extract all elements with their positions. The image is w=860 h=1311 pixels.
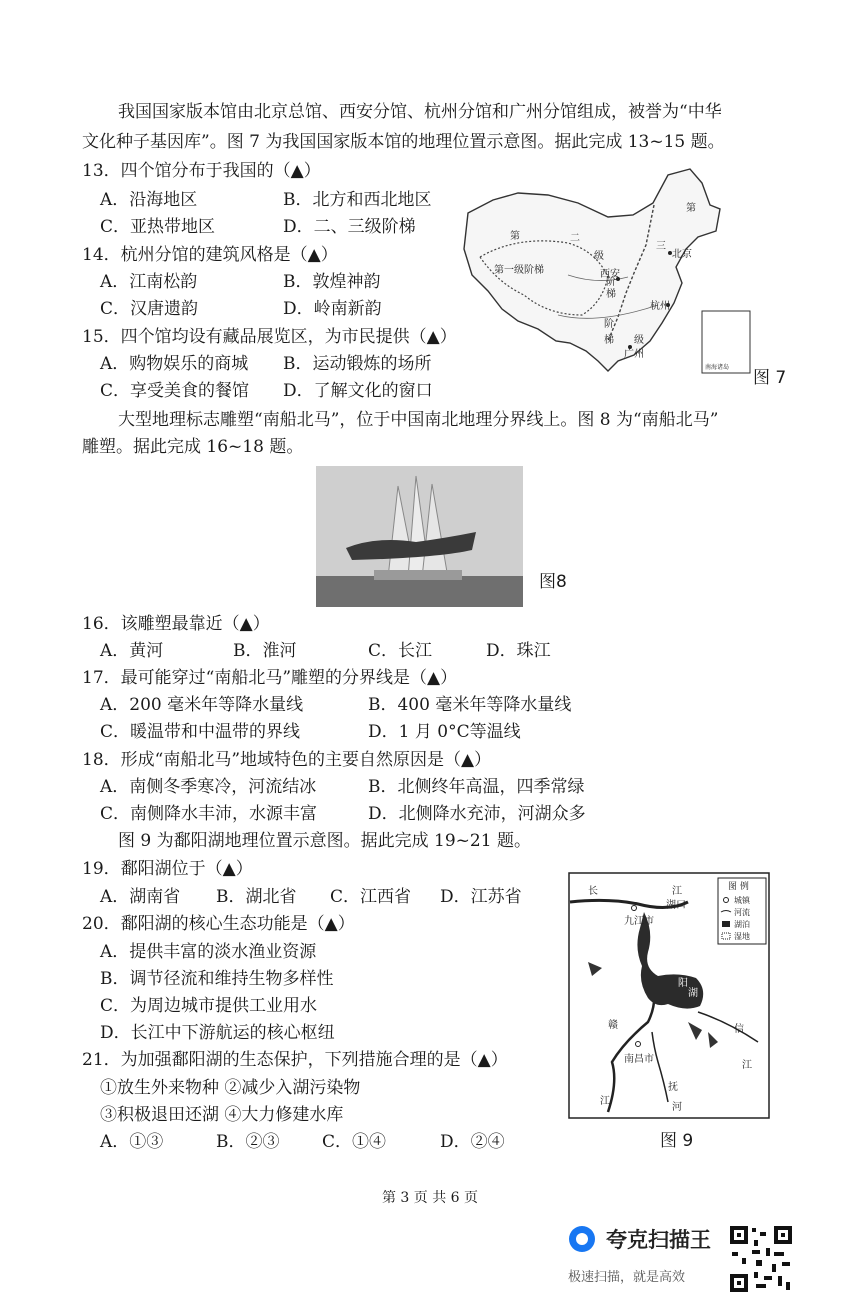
- question-18-option-c: C．南侧降水丰沛，水源丰富: [100, 804, 318, 824]
- question-20-option-a: A．提供丰富的淡水渔业资源: [100, 942, 317, 962]
- map-label-hukou: 湖口: [666, 900, 686, 911]
- legend-wetland-symbol: [722, 933, 730, 939]
- intro-paragraph-2-line-1: 大型地理标志雕塑“南船北马”，位于中国南北地理分界线上。图 8 为“南船北马”: [118, 410, 719, 430]
- question-18-option-b: B．北侧终年高温，四季常绿: [368, 777, 585, 797]
- question-15-option-d: D．了解文化的窗口: [283, 381, 433, 401]
- map-label-inset: 南海诸岛: [705, 364, 730, 371]
- map-label-san: 三: [656, 241, 666, 252]
- question-14-option-d: D．岭南新韵: [283, 299, 382, 319]
- map-label-ti: 梯: [606, 289, 616, 300]
- legend-title: 图 例: [728, 882, 749, 892]
- scanner-watermark: [566, 1222, 726, 1292]
- question-16-stem: 16．该雕塑最靠近（▲）: [82, 614, 270, 634]
- figure-7-caption: 图 7: [753, 368, 787, 388]
- question-17-option-a: A．200 毫米年等降水量线: [100, 695, 304, 715]
- question-15-option-a: A．购物娱乐的商城: [100, 354, 249, 374]
- question-13-option-b: B．北方和西北地区: [283, 190, 432, 210]
- question-21-option-d: D．②④: [440, 1132, 505, 1152]
- legend-lake: 湖泊: [734, 920, 750, 929]
- question-20-option-d: D．长江中下游航运的核心枢纽: [100, 1023, 335, 1043]
- map-label-jiang-left: 江: [600, 1096, 610, 1107]
- map-label-jiang-right: 江: [742, 1060, 752, 1071]
- figure-8-caption: 图8: [539, 572, 567, 592]
- map-label-jie2: 阶: [604, 319, 614, 330]
- question-21-option-b: B．②③: [216, 1132, 280, 1152]
- question-17-option-d: D．1 月 0°C等温线: [368, 722, 521, 742]
- question-16-option-a: A．黄河: [100, 641, 164, 661]
- question-18-stem: 18．形成“南船北马”地域特色的主要自然原因是（▲）: [82, 750, 492, 770]
- question-13-option-c: C．亚热带地区: [100, 217, 216, 237]
- question-20-stem: 20．鄱阳湖的核心生态功能是（▲）: [82, 914, 355, 934]
- question-13-option-a: A．沿海地区: [100, 190, 198, 210]
- map-label-gan: 赣: [608, 1020, 618, 1031]
- question-20-option-b: B．调节径流和维持生物多样性: [100, 969, 334, 989]
- scanner-slogan: 极速扫描，就是高效: [568, 1270, 686, 1285]
- figure-8-sculpture-photo: [316, 466, 523, 607]
- map-label-he: 河: [672, 1102, 682, 1113]
- figure-7-china-map: [458, 165, 758, 390]
- intro-paragraph-3: 图 9 为鄱阳湖地理位置示意图。据此完成 19~21 题。: [118, 831, 531, 851]
- map-label-beijing: 北京: [672, 249, 692, 260]
- figure-9-caption: 图 9: [660, 1131, 694, 1151]
- question-19-option-d: D．江苏省: [440, 887, 522, 907]
- question-15-option-b: B．运动锻炼的场所: [283, 354, 432, 374]
- question-15-stem: 15．四个馆均设有藏品展览区，为市民提供（▲）: [82, 327, 457, 347]
- question-13-option-d: D．二、三级阶梯: [283, 217, 416, 237]
- question-20-option-c: C．为周边城市提供工业用水: [100, 996, 318, 1016]
- question-17-stem: 17．最可能穿过“南船北马”雕塑的分界线是（▲）: [82, 668, 458, 688]
- question-19-option-c: C．江西省: [330, 887, 412, 907]
- intro-paragraph-1-line-1: 我国国家版本馆由北京总馆、西安分馆、杭州分馆和广州分馆组成，被誉为“中华: [118, 102, 722, 122]
- page-number-footer: 第 3 页 共 6 页: [381, 1190, 479, 1206]
- scanner-logo-icon: [569, 1226, 595, 1252]
- figure-9-poyang-lake-map: [568, 872, 770, 1119]
- map-label-first-step: 第一级阶梯: [494, 265, 544, 276]
- map-label-nanchang: 南昌市: [624, 1054, 654, 1065]
- map-label-xin: 信: [734, 1024, 744, 1035]
- legend-town: 城镇: [734, 896, 750, 905]
- question-21-option-a: A．①③: [100, 1132, 164, 1152]
- question-16-option-d: D．珠江: [486, 641, 551, 661]
- map-label-yang: 阳: [678, 978, 688, 989]
- question-14-stem: 14．杭州分馆的建筑风格是（▲）: [82, 245, 338, 265]
- question-19-option-b: B．湖北省: [216, 887, 297, 907]
- map-label-ti2: 梯: [604, 335, 614, 346]
- map-label-xian: 西安: [600, 269, 620, 280]
- question-15-option-c: C．享受美食的餐馆: [100, 381, 250, 401]
- question-21-statements-2: ③积极退田还湖 ④大力修建水库: [100, 1105, 344, 1125]
- legend-lake-symbol: [722, 921, 730, 927]
- question-18-option-d: D．北侧降水充沛，河湖众多: [368, 804, 586, 824]
- question-16-option-c: C．长江: [368, 641, 433, 661]
- question-19-option-a: A．湖南省: [100, 887, 181, 907]
- legend-wetland: 湿地: [734, 932, 750, 941]
- map-label-chang: 长: [588, 886, 598, 897]
- question-21-stem: 21．为加强鄱阳湖的生态保护，下列措施合理的是（▲）: [82, 1050, 508, 1070]
- map-label-ji2: 级: [634, 335, 644, 346]
- map-label-di-left: 第: [510, 231, 520, 242]
- map-label-po: 鄱: [654, 964, 664, 975]
- question-18-option-a: A．南侧冬季寒冷，河流结冰: [100, 777, 317, 797]
- question-13-stem: 13．四个馆分布于我国的（▲）: [82, 161, 321, 181]
- question-21-statements-1: ①放生外来物种 ②减少入湖污染物: [100, 1078, 361, 1098]
- scanner-brand-name: 夸克扫描王: [606, 1228, 711, 1252]
- intro-paragraph-1-line-2: 文化种子基因库”。图 7 为我国国家版本馆的地理位置示意图。据此完成 13~15 题。: [82, 132, 725, 152]
- map-label-hangzhou: 杭州: [650, 301, 670, 312]
- question-16-option-b: B．淮河: [233, 641, 297, 661]
- question-14-option-c: C．汉唐遗韵: [100, 299, 199, 319]
- map-label-fu: 抚: [668, 1082, 678, 1093]
- question-14-option-b: B．敦煌神韵: [283, 272, 381, 292]
- question-17-option-b: B．400 毫米年等降水量线: [368, 695, 572, 715]
- intro-paragraph-2-line-2: 雕塑。据此完成 16~18 题。: [82, 437, 304, 457]
- map-label-jiujiang: 九江市: [624, 916, 654, 927]
- map-label-er: 二: [570, 233, 580, 244]
- map-label-ji: 级: [594, 251, 604, 262]
- question-21-option-c: C．①④: [322, 1132, 387, 1152]
- map-label-hu: 湖: [688, 988, 698, 999]
- qr-code-icon: [728, 1224, 794, 1294]
- map-label-di-right: 第: [686, 203, 696, 214]
- map-label-jie: 阶: [606, 277, 616, 288]
- question-14-option-a: A．江南松韵: [100, 272, 198, 292]
- question-17-option-c: C．暖温带和中温带的界线: [100, 722, 301, 742]
- map-label-guangzhou: 广州: [624, 349, 644, 360]
- map-label-jiang-top: 江: [672, 886, 682, 897]
- legend-river: 河流: [734, 908, 750, 917]
- question-19-stem: 19．鄱阳湖位于（▲）: [82, 859, 253, 879]
